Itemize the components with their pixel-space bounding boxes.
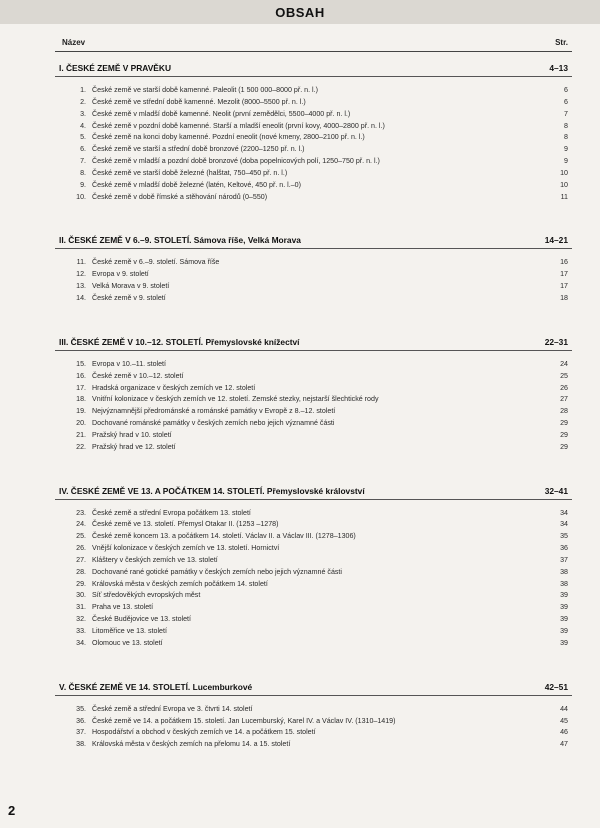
- section-heading[interactable]: [55, 331, 572, 347]
- entry-title: Kláštery v českých zemích ve 13. století: [92, 555, 218, 564]
- toc-entry[interactable]: [55, 97, 572, 109]
- section-divider: [55, 248, 572, 249]
- entry-number: 12.: [76, 270, 86, 279]
- entry-page: 38: [560, 567, 568, 576]
- section-spacer: [55, 650, 572, 676]
- page-header-bar: [0, 0, 600, 24]
- entry-title: České země ve 14. a počátkem 15. století. Jan Lucemburský, Karel IV. a Václav IV. (1310–1419): [92, 716, 396, 725]
- entry-title: České země ve starší době železné (halštat, 750–450 př. n. l.): [92, 168, 288, 177]
- section-heading[interactable]: [55, 57, 572, 73]
- entry-page: 6: [564, 97, 568, 106]
- entry-number: 19.: [76, 407, 86, 416]
- section-title: IV. ČESKÉ ZEMĚ VE 13. A POČÁTKEM 14. STOLETÍ. Přemyslovské království: [59, 485, 365, 496]
- entry-page: 9: [564, 157, 568, 166]
- section-divider: [55, 695, 572, 696]
- entry-number: 18.: [76, 395, 86, 404]
- entry-page: 11: [560, 192, 568, 201]
- entry-number: 32.: [76, 615, 86, 624]
- entry-number: 33.: [76, 627, 86, 635]
- toc-entry[interactable]: [55, 543, 572, 555]
- entry-page: 26: [560, 383, 568, 392]
- toc-section: [55, 57, 572, 229]
- entry-number: 34.: [76, 638, 86, 647]
- section-title: I. ČESKÉ ZEMĚ V PRAVĚKU: [59, 63, 171, 73]
- toc-entry[interactable]: [55, 257, 572, 269]
- entry-number: 29.: [76, 579, 86, 588]
- column-headers: [62, 38, 568, 47]
- entry-number: 21.: [76, 430, 86, 439]
- entry-title: České Budějovice ve 13. století: [92, 615, 191, 624]
- section-divider: [55, 76, 572, 77]
- entry-page: 9: [564, 145, 568, 154]
- entry-number: 1.: [80, 86, 86, 94]
- toc-entry[interactable]: [55, 144, 572, 156]
- toc-entry[interactable]: [55, 109, 572, 121]
- entry-number: 27.: [76, 555, 86, 564]
- entry-number: 31.: [76, 603, 86, 612]
- entry-page: 29: [560, 419, 568, 428]
- toc-entry[interactable]: [55, 132, 572, 144]
- toc-entry[interactable]: [55, 430, 572, 442]
- toc-entry[interactable]: [55, 531, 572, 543]
- entry-page: 10: [560, 168, 568, 177]
- entry-title: Evropa v 9. století: [92, 270, 149, 279]
- entry-title: Velká Morava v 9. století: [92, 282, 170, 291]
- entry-title: Vnější kolonizace v českých zemích ve 13. století. Hornictví: [92, 544, 280, 553]
- entry-page: 28: [560, 407, 568, 416]
- toc-entry[interactable]: [55, 442, 572, 454]
- entry-number: 37.: [76, 728, 86, 737]
- entry-title: Nejvýznamnější předrománské a románské památky v Evropě z 8.–12. století: [92, 407, 336, 416]
- header-divider: [55, 51, 572, 52]
- entry-page: 17: [560, 270, 568, 279]
- entry-number: 16.: [76, 371, 86, 380]
- entry-title: Pražský hrad v 10. století: [92, 430, 172, 439]
- toc-entry[interactable]: [55, 180, 572, 192]
- section-page-range: 14–21: [544, 235, 568, 246]
- entry-title: Dochované rané gotické památky v českých zemích nebo jejich významné části: [92, 567, 342, 576]
- entry-title: České země ve starší a střední době bronzové (2200–1250 př. n. l.): [92, 145, 305, 154]
- entry-title: České země ve střední době kamenné. Mezolit (8000–5500 př. n. l.): [92, 97, 306, 106]
- entry-page: 37: [560, 555, 568, 564]
- toc-entry[interactable]: [55, 567, 572, 579]
- entry-title: Pražský hrad ve 12. století: [92, 442, 176, 451]
- entry-page: 39: [560, 615, 568, 624]
- toc-entry[interactable]: [55, 519, 572, 531]
- entry-number: 28.: [76, 567, 86, 576]
- entry-number: 9.: [80, 180, 86, 189]
- entry-page: 38: [560, 579, 568, 588]
- entry-number: 14.: [76, 293, 86, 302]
- entry-page: 39: [560, 603, 568, 612]
- entry-title: Síť středověkých evropských měst: [92, 591, 201, 600]
- section-title: V. ČESKÉ ZEMĚ VE 14. STOLETÍ. Lucemburkové: [59, 681, 253, 692]
- entry-number: 7.: [80, 157, 86, 166]
- toc-entry[interactable]: [55, 406, 572, 418]
- entry-title: Evropa v 10.–11. století: [92, 359, 167, 368]
- entry-number: 35.: [76, 704, 86, 713]
- entry-page: 10: [560, 180, 568, 189]
- entry-number: 23.: [76, 508, 86, 517]
- toc-entry[interactable]: [55, 281, 572, 293]
- entry-title: Dochované románské památky v českých zemích nebo jejich významné části: [92, 419, 335, 428]
- entry-number: 13.: [76, 282, 86, 291]
- entry-title: České země koncem 13. a počátkem 14. století. Václav II. a Václav III. (1278–1306): [92, 532, 356, 541]
- entry-number: 6.: [80, 145, 86, 154]
- toc-entry[interactable]: [55, 716, 572, 728]
- toc-entry[interactable]: [55, 121, 572, 133]
- entry-page: 29: [560, 430, 568, 439]
- toc-entry[interactable]: [55, 590, 572, 602]
- entry-page: 6: [564, 86, 568, 94]
- entry-title: České země ve starší době kamenné. Paleolit (1 500 000–8000 př. n. l.): [92, 86, 318, 94]
- entry-title: Olomouc ve 13. století: [92, 638, 163, 647]
- entry-title: České země v mladší a pozdní době bronzové (doba popelnicových polí, 1250–750 př. n. l.): [92, 157, 380, 166]
- entry-title: České země na konci doby kamenné. Pozdní eneolit (nové kmeny, 2800–2100 př. n. l.): [92, 133, 365, 142]
- toc-entry[interactable]: [55, 383, 572, 395]
- toc-entry[interactable]: [55, 85, 572, 97]
- section-divider: [55, 499, 572, 500]
- toc-entry[interactable]: [55, 508, 572, 520]
- toc-entry[interactable]: [55, 555, 572, 567]
- entry-title: České země v 10.–12. století: [92, 371, 184, 380]
- section-spacer: [55, 454, 572, 480]
- toc-entry[interactable]: [55, 394, 572, 406]
- toc-entry[interactable]: [55, 192, 572, 204]
- section-title: III. ČESKÉ ZEMĚ V 10.–12. STOLETÍ. Přemyslovské knížectví: [59, 336, 300, 347]
- entry-number: 4.: [80, 121, 86, 130]
- section-heading[interactable]: [55, 676, 572, 692]
- entry-title: Vnitřní kolonizace v českých zemích ve 12. století. Zemské stezky, nejstarší šlechtické rody: [92, 395, 379, 404]
- entry-title: České země v 9. století: [92, 293, 166, 302]
- toc-entry[interactable]: [55, 359, 572, 371]
- entry-number: 15.: [76, 359, 86, 368]
- entry-page: 35: [560, 532, 568, 541]
- entry-page: 39: [560, 591, 568, 600]
- toc-entry[interactable]: [55, 739, 572, 751]
- entry-title: České země v 6.–9. století. Sámova říše: [92, 258, 220, 267]
- entry-number: 24.: [76, 520, 86, 529]
- entry-number: 10.: [76, 192, 86, 201]
- entry-number: 8.: [80, 168, 86, 177]
- entry-page: 27: [560, 395, 568, 404]
- section-spacer: [55, 203, 572, 229]
- entry-title: Královská města v českých zemích počátkem 14. století: [92, 579, 268, 588]
- entry-page: 39: [560, 627, 568, 635]
- toc-section: [55, 676, 572, 751]
- toc-entry[interactable]: [55, 704, 572, 716]
- entry-page: 39: [560, 638, 568, 647]
- entry-page: 34: [560, 508, 568, 517]
- entry-title: České země ve 13. století. Přemysl Otakar II. (1253 –1278): [92, 520, 279, 529]
- entry-page: 29: [560, 442, 568, 451]
- column-header-name: Název: [62, 38, 86, 47]
- entry-title: Hospodářství a obchod v českých zemích ve 14. a počátkem 15. století: [92, 728, 316, 737]
- section-page-range: 22–31: [544, 336, 568, 347]
- section-heading[interactable]: [55, 229, 572, 245]
- entry-page: 36: [560, 544, 568, 553]
- entry-title: Královská města v českých zemích na přelomu 14. a 15. století: [92, 740, 291, 749]
- page-title: OBSAH: [275, 4, 325, 20]
- entry-title: České země v mladší době železné (latén, Keltové, 450 př. n. l.–0): [92, 180, 301, 189]
- section-page-range: 4–13: [549, 63, 568, 73]
- toc-entry[interactable]: [55, 626, 572, 638]
- entry-title: Litoměřice ve 13. století: [92, 627, 167, 635]
- section-page-range: 32–41: [544, 485, 568, 496]
- entry-page: 8: [564, 121, 568, 130]
- section-heading[interactable]: [55, 480, 572, 496]
- entry-page: 17: [560, 282, 568, 291]
- toc-section: [55, 331, 572, 480]
- entry-page: 8: [564, 133, 568, 142]
- entry-page: 24: [560, 359, 568, 368]
- entry-number: 20.: [76, 419, 86, 428]
- entry-title: České země a střední Evropa počátkem 13. století: [92, 508, 251, 517]
- entry-page: 25: [560, 371, 568, 380]
- toc-entry[interactable]: [55, 602, 572, 614]
- toc-entry[interactable]: [55, 614, 572, 626]
- entry-number: 2.: [80, 97, 86, 106]
- toc-section: [55, 480, 572, 676]
- entry-page: 46: [560, 728, 568, 737]
- entry-page: 16: [560, 258, 568, 267]
- section-title: II. ČESKÉ ZEMĚ V 6.–9. STOLETÍ. Sámova říše, Velká Morava: [59, 235, 301, 246]
- toc-entry[interactable]: [55, 156, 572, 168]
- entry-number: 22.: [76, 442, 86, 451]
- toc-entry[interactable]: [55, 269, 572, 281]
- toc-entry[interactable]: [55, 371, 572, 383]
- entry-number: 5.: [80, 133, 86, 142]
- entry-number: 38.: [76, 740, 86, 749]
- entry-number: 36.: [76, 716, 86, 725]
- toc-entry[interactable]: [55, 168, 572, 180]
- entry-page: 44: [560, 704, 568, 713]
- toc-entry[interactable]: [55, 418, 572, 430]
- entry-number: 11.: [76, 258, 86, 267]
- entry-page: 47: [560, 740, 568, 749]
- entry-number: 3.: [80, 109, 86, 118]
- entry-title: Praha ve 13. století: [92, 603, 154, 612]
- section-divider: [55, 350, 572, 351]
- section-page-range: 42–51: [544, 681, 568, 692]
- toc-entry[interactable]: [55, 727, 572, 739]
- entry-title: České země v době římské a stěhování národů (0–550): [92, 192, 268, 201]
- entry-title: České země a střední Evropa ve 3. čtvrti 14. století: [92, 704, 253, 713]
- toc-section: [55, 229, 572, 330]
- entry-title: České země v pozdní době kamenné. Starší a mladší eneolit (první kovy, 4000–2800 př. n. l.): [92, 121, 385, 130]
- entry-title: Hradská organizace v českých zemích ve 12. století: [92, 383, 256, 392]
- entry-page: 7: [564, 109, 568, 118]
- entry-number: 30.: [76, 591, 86, 600]
- entry-page: 18: [560, 293, 568, 302]
- toc-entry[interactable]: [55, 579, 572, 591]
- toc-entry[interactable]: [55, 638, 572, 650]
- column-header-page: Str.: [555, 38, 568, 47]
- entry-title: České země v mladší době kamenné. Neolit (první zemědělci, 5500–4000 př. n. l.): [92, 109, 351, 118]
- section-spacer: [55, 305, 572, 331]
- page-number: 2: [8, 803, 16, 818]
- entry-number: 25.: [76, 532, 86, 541]
- table-of-contents: [55, 57, 572, 751]
- toc-entry[interactable]: [55, 293, 572, 305]
- entry-number: 26.: [76, 544, 86, 553]
- entry-page: 34: [560, 520, 568, 529]
- entry-page: 45: [560, 716, 568, 725]
- entry-number: 17.: [76, 383, 86, 392]
